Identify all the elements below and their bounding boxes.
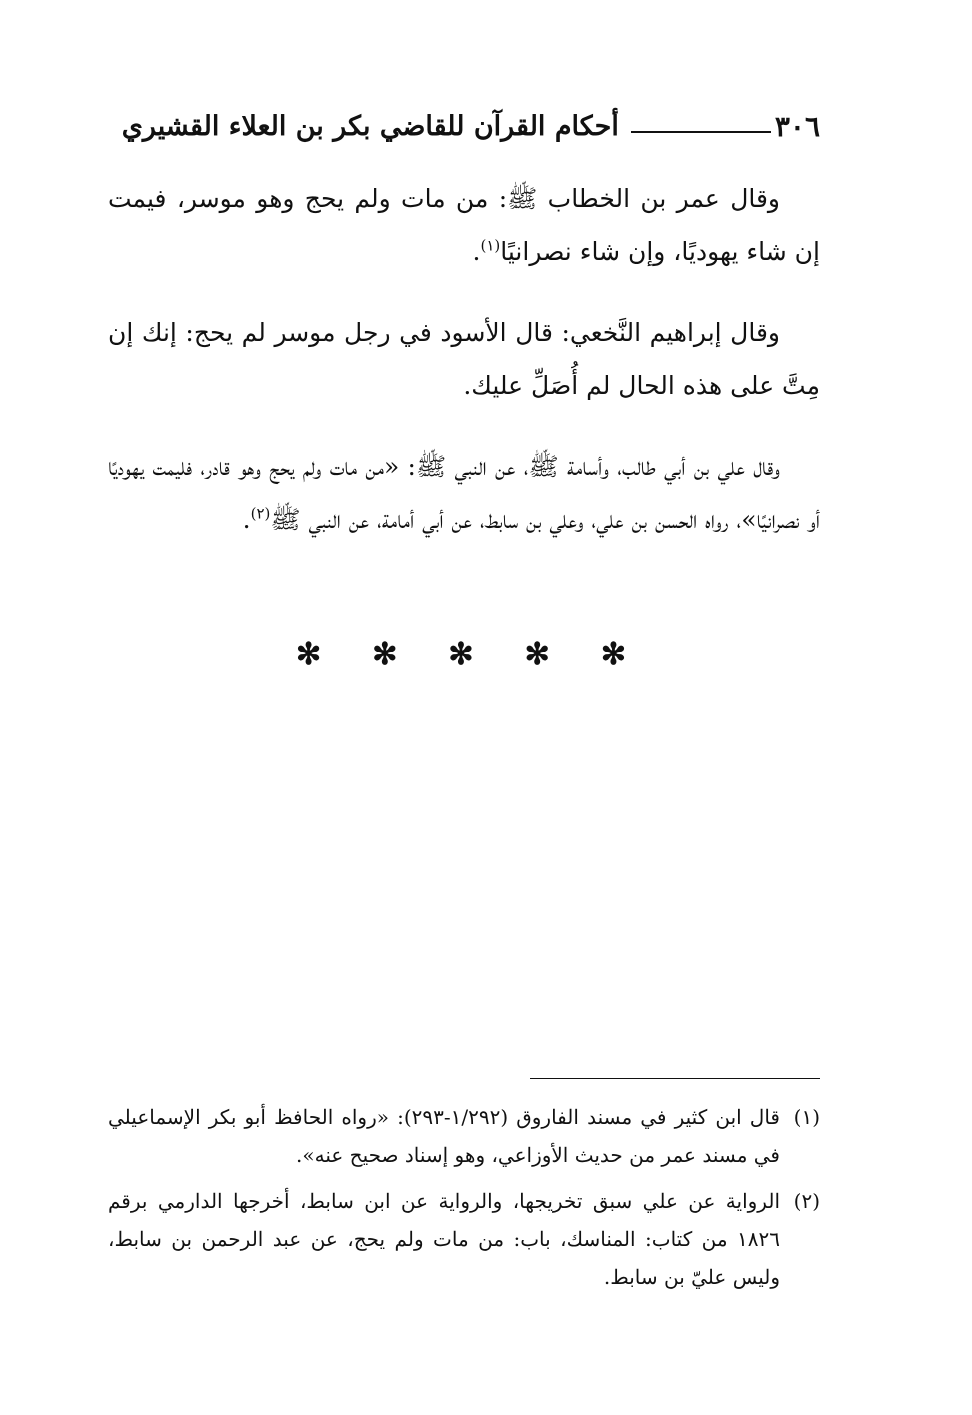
paragraph-text: وقال إبراهيم النَّخعي: قال الأسود في رجل موسر لم يحج: إنك إن مِتَّ على هذه الحال لم أُصَلِّ عليك. [108,318,820,400]
header-rule [631,131,771,133]
asterisk-ornament-icon: ✻ [524,637,550,672]
footnote-ref: (٢) [250,504,271,523]
asterisk-ornament-icon: ✻ [448,637,474,672]
paragraph-text: وقال عمر بن الخطاب ﷺ: من مات ولم يحج وهو موسر، فيمت إن شاء يهوديًا، وإن شاء نصرانيًا [108,184,820,266]
asterisk-ornament-icon: ✻ [372,637,398,672]
section-separator [296,637,626,672]
page-number: ٣٠٦ [774,109,820,143]
footnote-ref: (١) [480,236,501,255]
footnote [108,1182,820,1296]
footnote-rule [530,1078,820,1079]
main-text [108,172,820,574]
paragraph [108,440,820,546]
running-title: أحكام القرآن للقاضي بكر بن العلاء القشيري [121,110,619,142]
footnote-number: (١) [793,1105,820,1129]
asterisk-ornament-icon: ✻ [296,637,322,672]
footnote-number: (٢) [793,1189,820,1213]
footnote-text: الرواية عن علي سبق تخريجها، والرواية عن ابن سابط، أخرجها الدارمي برقم ١٨٢٦ من كتاب: المناسك، باب: من مات ولم يحج، عن عبد الرحمن بن سابط، وليس عليّ بن سابط. [108,1189,780,1289]
paragraph [108,172,820,278]
asterisk-ornament-icon: ✻ [600,637,626,672]
paragraph [108,306,820,412]
footnote [108,1098,820,1174]
footnote-text: قال ابن كثير في مسند الفاروق (١/٢٩٢-٢٩٣): «رواه الحافظ أبو بكر الإسماعيلي في مسند عمر من حديث الأوزاعي، وهو إسناد صحيح عنه». [108,1105,780,1167]
page-header [108,104,820,148]
paragraph-tail: . [242,505,251,534]
paragraph-tail: . [472,237,481,266]
paragraph-text: وقال علي بن أبي طالب، وأسامة ﷺ، عن النبي ﷺ: «من مات ولم يحج وهو قادر، فليمت يهوديًا أو نصرانيًا»، رواه الحسن بن علي، وعلي بن سابط، عن أبي أمامة، عن النبي ﷺ [108,452,820,534]
footnotes [108,1098,820,1304]
